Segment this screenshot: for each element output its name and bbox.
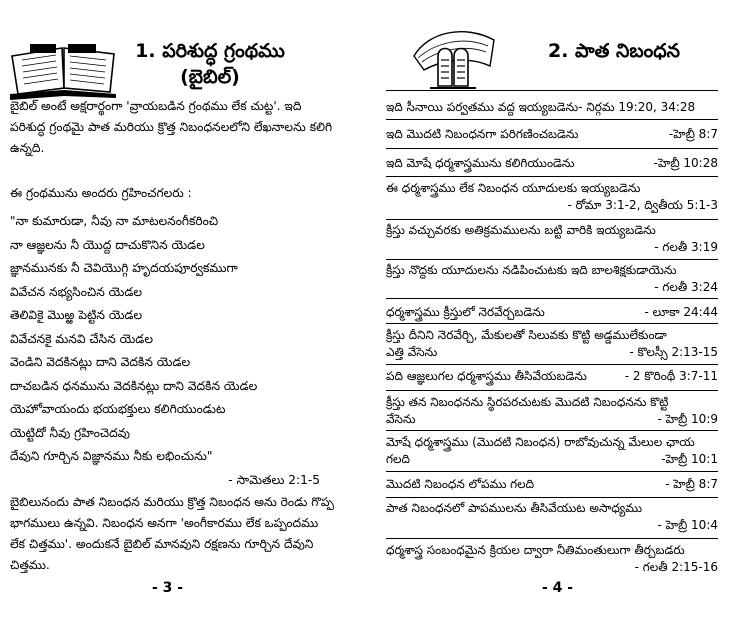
list-item <box>386 476 718 493</box>
divider <box>386 497 718 498</box>
divider <box>386 176 718 177</box>
entry-text: ఈ ధర్మశాస్త్రము లేక నిబంధన యూదులకు ఇయ్యబడెను <box>386 181 641 195</box>
entry-text: క్రీస్తు తన నిబంధనను స్థిరపరచుటకు మొదటి నిబంధనను కొట్టి వేసెను <box>386 395 669 426</box>
list-item <box>386 262 718 296</box>
entry-reference: నిర్గమ 19:20, 34:28 <box>586 100 696 114</box>
divider <box>386 538 718 539</box>
divider <box>386 119 718 120</box>
intro-paragraph: బైబిల్ అంటే అక్షరార్థంగా 'వ్రాయబడిన గ్రంథము లేక చుట్ట'. ఇది పరిశుద్ధ గ్రంథమై పాత మరియు క్రొత్త నిబంధనలలోని లేఖనాలను కలిగి ఉన్నది. <box>10 99 333 155</box>
entry-reference: - కొలస్సీ 2:13-15 <box>629 345 718 359</box>
list-item <box>386 434 718 468</box>
quote-line: వివేచనకై మనవి చేసిన యెడల <box>10 331 153 346</box>
divider <box>386 430 718 431</box>
divider <box>386 298 718 299</box>
right-page <box>374 0 736 620</box>
divider <box>386 471 718 472</box>
quote-line: జ్ఞానమునకు నీ చెవియొగ్గి హృదయపూర్వకముగా <box>10 261 238 275</box>
entry-reference: - 2 కొరింథీ 3:7-11 <box>624 369 718 383</box>
quote-line: యెహోవాయందు భయభక్తులు కలిగియుండుట <box>10 402 226 416</box>
entry-text: ఇది మోషే ధర్మశాస్త్రమును కలిగియుండెను <box>386 156 575 170</box>
list-item <box>386 368 718 385</box>
open-bible-icon <box>8 36 120 102</box>
entry-reference: -హెబ్రీ 10:1 <box>661 452 718 466</box>
chapter-subtitle: (బైబిల్) <box>180 66 240 88</box>
list-item <box>386 99 718 116</box>
closing-paragraph: బైబిలునందు పాత నిబంధన మరియు క్రొత్త నిబంధన అను రెండు గొప్ప భాగములు ఉన్నవి. నిబంధన అనగా 'అంగీకారము లేక ఒప్పందము లేక చిత్తము'. అందుకనే బైబిల్ మానవుని రక్షణను గూర్చిన దేవుని చిత్తము. <box>10 495 334 572</box>
list-item <box>386 304 718 321</box>
list-item <box>386 500 718 534</box>
entry-text: ఇది సీనాయి పర్వతము వద్ద ఇయ్యబడెను- <box>386 100 583 114</box>
chapter-title: 1. పరిశుద్ధ గ్రంథము <box>135 40 285 62</box>
list-item <box>386 394 718 428</box>
quote-line: యెట్టిదో నీవు గ్రహించెదవు <box>10 425 130 440</box>
quote-reference: - సామెతలు 2:1-5 <box>228 472 320 487</box>
quote-line: తెలివికై మొఱ్ఱ పెట్టిన యెడల <box>10 308 143 322</box>
entry-reference: - హెబ్రీ 10:4 <box>657 518 718 532</box>
entry-reference: - రోమా 3:1-2, ద్వితీయ 5:1-3 <box>567 198 718 212</box>
entry-text: క్రీస్తు దీనిని నెరవేర్చి, మేకులతో సిలువకు కొట్టి అడ్డములేకుండా ఎత్తి వేసెను <box>386 328 667 359</box>
quote-line: వివేచన నభ్యసించిన యెడల <box>10 284 142 299</box>
receivers-heading: ఈ గ్రంథమును అందరు గ్రహించగలరు : <box>10 186 192 200</box>
list-item <box>386 327 718 361</box>
list-item <box>386 542 718 576</box>
list-item <box>386 126 718 143</box>
quote-line: నా ఆజ్ఞలను నీ యొద్ద దాచుకొనిన యెడల <box>10 237 205 252</box>
list-item <box>386 155 718 172</box>
quote-line: దేవుని గూర్చిన విజ్ఞానము నీకు లభించును" <box>10 449 213 463</box>
divider <box>386 219 718 220</box>
entry-reference: -హెబ్రీ 10:28 <box>653 156 718 170</box>
divider <box>386 390 718 391</box>
entry-reference: - గలతీ 2:15-16 <box>634 560 718 574</box>
entry-reference: - హెబ్రీ 8:7 <box>665 477 718 491</box>
entry-text: పాత నిబంధనలో పాపములను తీసివేయుట అసాధ్యము <box>386 501 643 515</box>
divider <box>386 364 718 365</box>
ten-commandments-tablets-icon <box>408 26 500 92</box>
proverbs-quote <box>10 210 338 492</box>
divider <box>386 323 718 324</box>
entry-text: క్రీస్తు వచ్చువరకు అతిక్రమములను బట్టి వారికి ఇయ్యబడెను <box>386 223 656 237</box>
entry-text: ధర్మశాస్త్ర సంబంధమైన క్రియల ద్వారా నీతిమంతులుగా తీర్చబడరు <box>386 543 685 557</box>
entry-text: మోషే ధర్మశాస్త్రము (మొదటి నిబంధన) రాబోవుచున్న మేలుల ఛాయ గలది <box>386 435 695 466</box>
entry-text: పది ఆజ్ఞలుగల ధర్మశాస్త్రము తీసివేయబడెను <box>386 369 587 383</box>
page-number: - 3 - <box>152 580 184 596</box>
divider <box>386 259 718 260</box>
entry-reference: - హెబ్రీ 10:9 <box>657 412 718 426</box>
quote-line: వెండిని వెదకినట్లు దాని వెదకిన యెడల <box>10 355 191 369</box>
entry-text: క్రీస్తు నొద్దకు యూదులను నడిపించుటకు ఇది బాలశిక్షకుడాయెను <box>386 263 677 277</box>
divider <box>386 90 718 91</box>
page-number: - 4 - <box>542 580 574 596</box>
quote-line: దాచబడిన ధనమును వెదకినట్లు దాని వెదకిన యెడల <box>10 378 258 393</box>
chapter-title: 2. పాత నిబంధన <box>547 40 680 62</box>
entry-text: ఇది మొదటి నిబంధనగా పరిగణించబడెను <box>386 127 579 141</box>
entry-reference: - లూకా 24:44 <box>644 305 718 319</box>
divider <box>386 148 718 149</box>
quote-line: "నా కుమారుడా, నీవు నా మాటలనంగీకరించి <box>10 214 219 228</box>
entry-reference: -హెబ్రీ 8:7 <box>668 127 718 141</box>
entry-text: మొదటి నిబంధన లోపము గలది <box>386 477 535 491</box>
entry-reference: - గలతీ 3:24 <box>654 280 718 294</box>
entry-text: ధర్మశాస్త్రము క్రీస్తులో నెరవేర్చబడెను <box>386 305 545 319</box>
entry-reference: - గలతీ 3:19 <box>654 240 718 254</box>
list-item <box>386 180 718 214</box>
list-item <box>386 222 718 256</box>
